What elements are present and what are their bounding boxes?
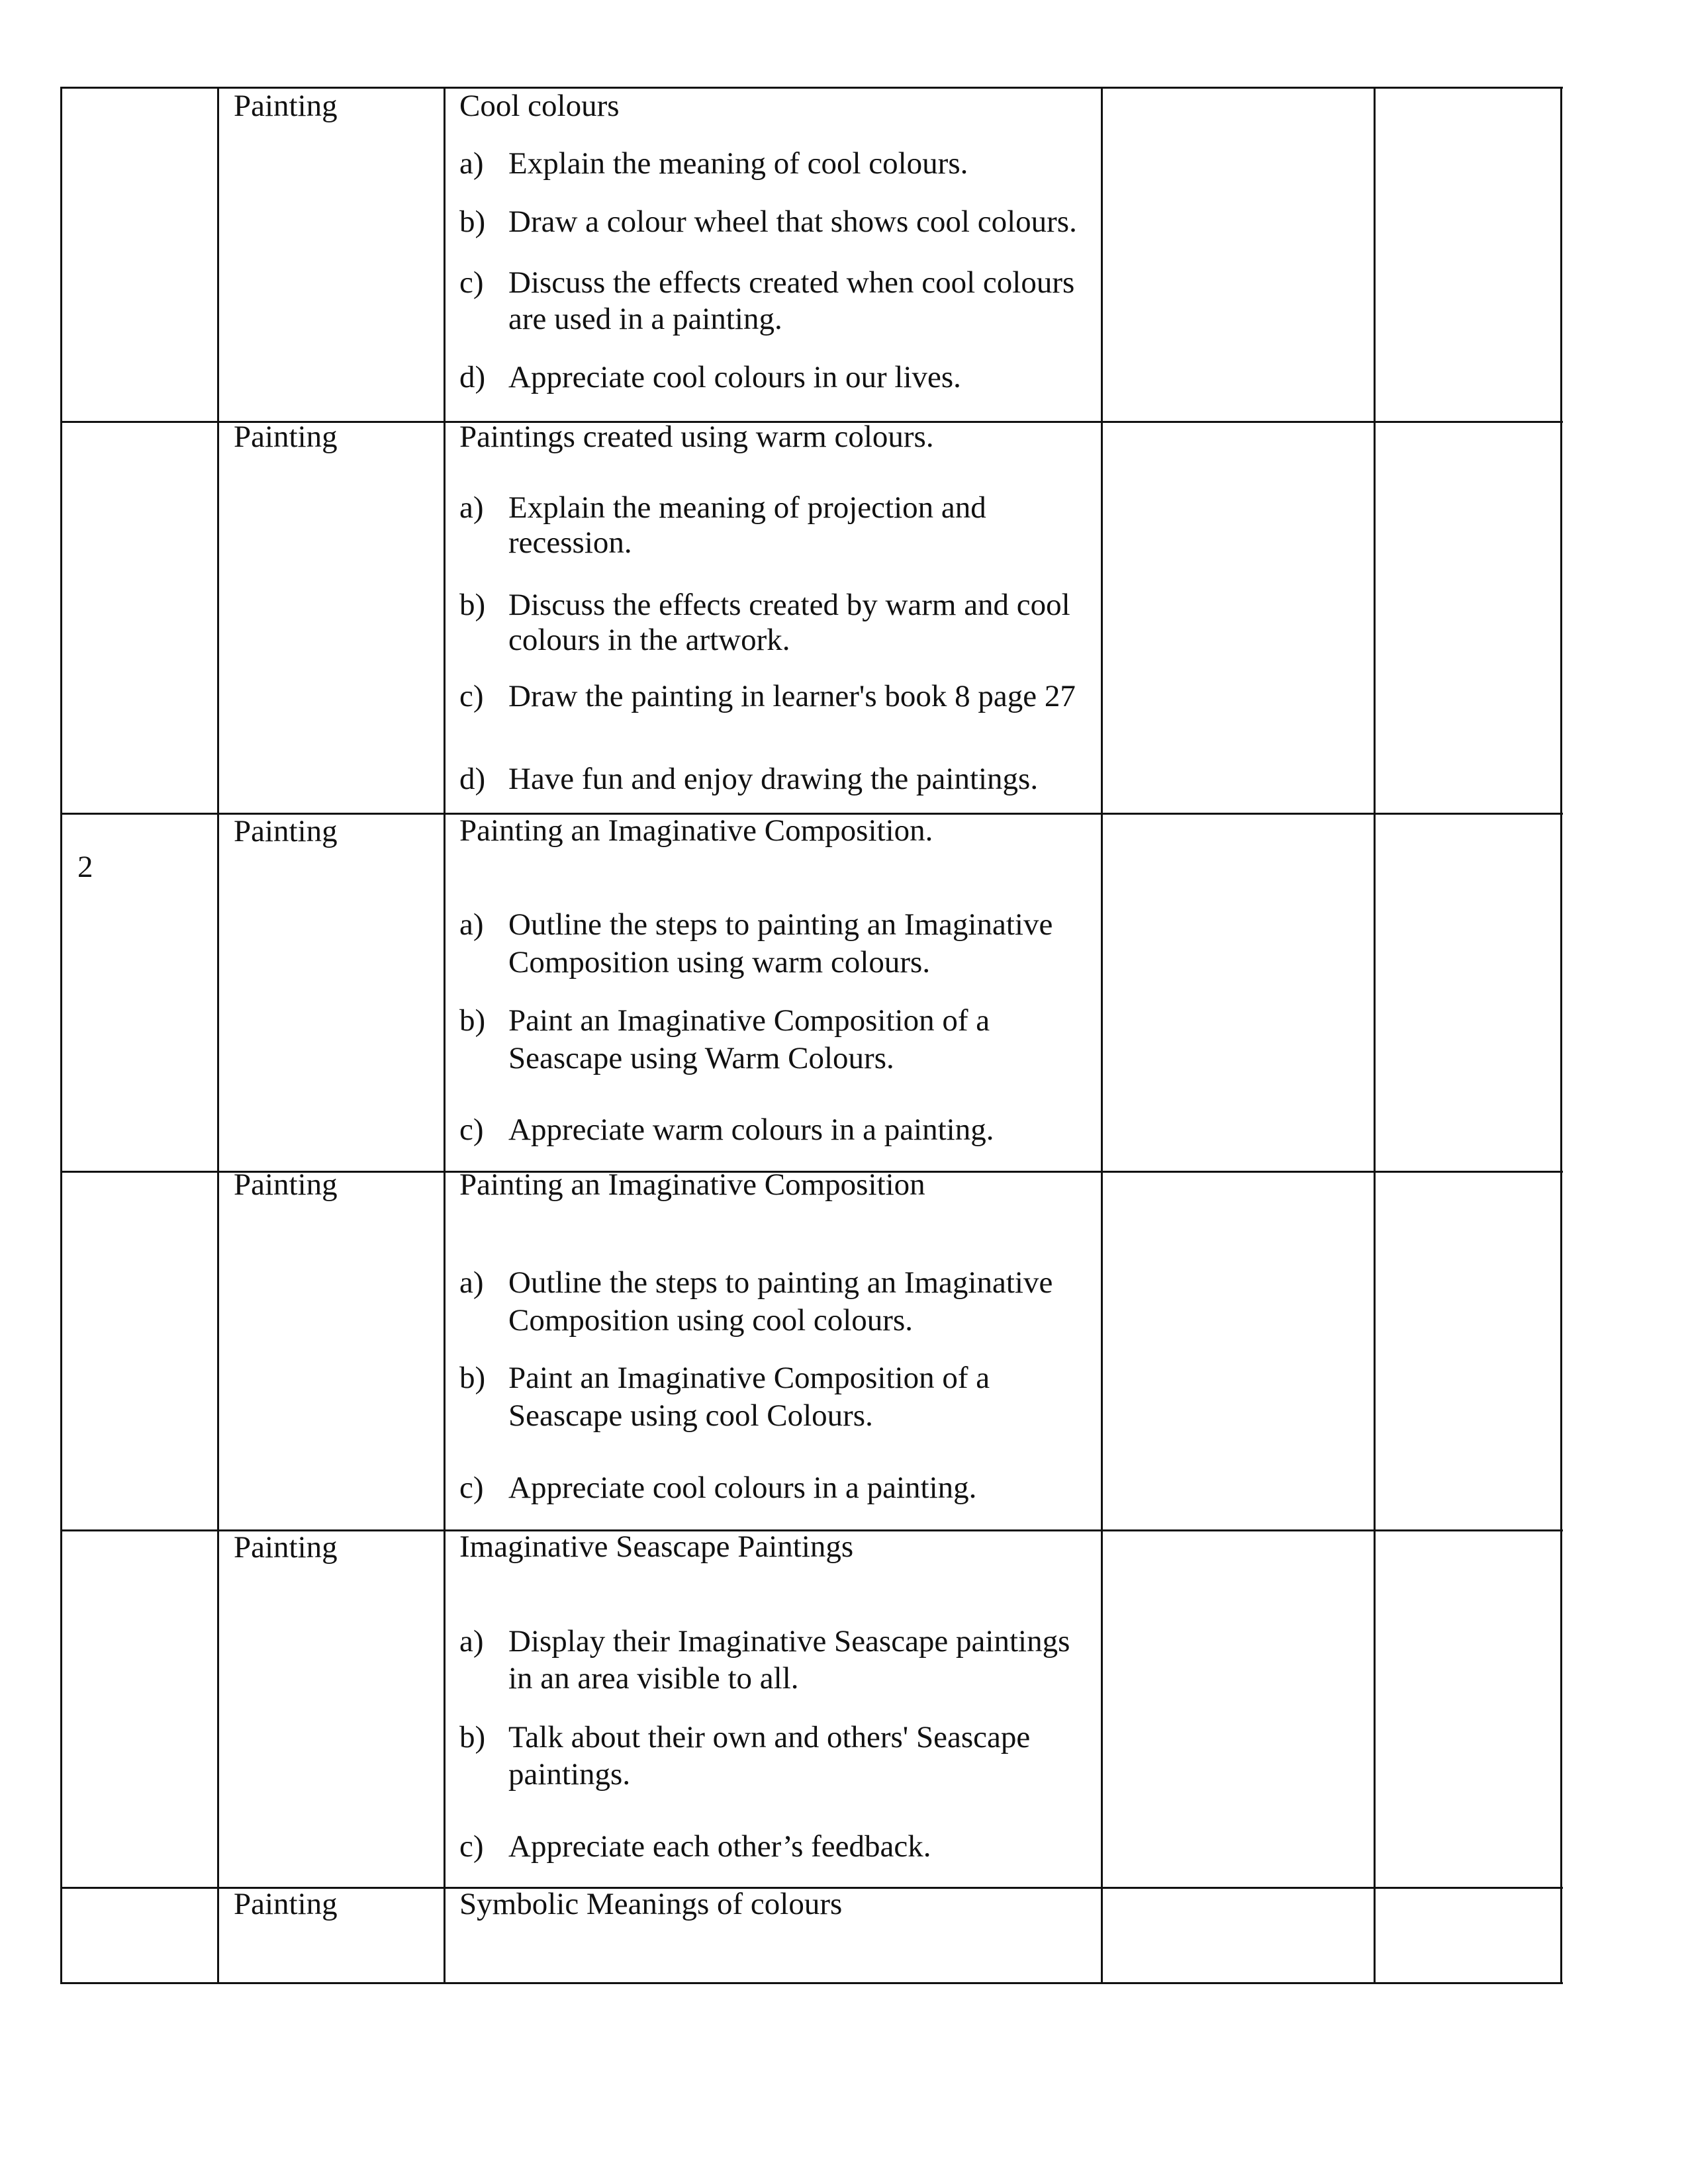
list-item-text: Display their Imaginative Seascape paintings bbox=[508, 1624, 1070, 1659]
list-item-text: Discuss the effects created when cool colours bbox=[508, 265, 1075, 300]
list-item-label: b) bbox=[459, 588, 486, 622]
list-item-text: are used in a painting. bbox=[508, 302, 782, 336]
list-item-label: d) bbox=[459, 360, 486, 394]
sub-strand-heading: Painting an Imaginative Composition bbox=[459, 1167, 925, 1202]
list-item-text: Outline the steps to painting an Imaginative bbox=[508, 1265, 1053, 1300]
list-item-text: Paint an Imaginative Composition of a bbox=[508, 1003, 990, 1038]
list-item-text: Draw the painting in learner's book 8 page 27 bbox=[508, 679, 1076, 713]
list-item-text: colours in the artwork. bbox=[508, 623, 790, 657]
list-item-label: a) bbox=[459, 907, 484, 942]
list-item-text: Talk about their own and others' Seascape bbox=[508, 1720, 1031, 1754]
list-item-label: b) bbox=[459, 1003, 486, 1038]
week-number: 2 bbox=[77, 850, 93, 884]
list-item-label: a) bbox=[459, 1624, 484, 1659]
list-item-text: Have fun and enjoy drawing the paintings. bbox=[508, 762, 1039, 796]
list-item-text: Seascape using cool Colours. bbox=[508, 1398, 873, 1433]
strand-cell: Painting bbox=[234, 89, 338, 123]
list-item-text: Appreciate each other’s feedback. bbox=[508, 1829, 931, 1864]
list-item-text: Composition using warm colours. bbox=[508, 945, 931, 979]
strand-cell: Painting bbox=[234, 1530, 338, 1565]
list-item-label: c) bbox=[459, 679, 484, 713]
list-item-text: recession. bbox=[508, 525, 632, 560]
list-item-text: Composition using cool colours. bbox=[508, 1303, 913, 1338]
list-item-label: b) bbox=[459, 1720, 486, 1754]
list-item-text: Appreciate warm colours in a painting. bbox=[508, 1113, 994, 1147]
strand-cell: Painting bbox=[234, 420, 338, 454]
list-item-text: Appreciate cool colours in a painting. bbox=[508, 1471, 977, 1505]
list-item-text: Explain the meaning of projection and bbox=[508, 490, 986, 525]
list-item-label: b) bbox=[459, 205, 486, 239]
list-item-text: Paint an Imaginative Composition of a bbox=[508, 1361, 990, 1395]
sub-strand-heading: Symbolic Meanings of colours bbox=[459, 1887, 843, 1921]
list-item-text: Explain the meaning of cool colours. bbox=[508, 146, 968, 181]
list-item-text: Draw a colour wheel that shows cool colours. bbox=[508, 205, 1077, 239]
strand-cell: Painting bbox=[234, 1167, 338, 1202]
list-item-label: a) bbox=[459, 146, 484, 181]
list-item-text: in an area visible to all. bbox=[508, 1661, 799, 1696]
list-item-label: c) bbox=[459, 1829, 484, 1864]
sub-strand-heading: Painting an Imaginative Composition. bbox=[459, 813, 933, 848]
list-item-label: a) bbox=[459, 490, 484, 525]
strand-cell: Painting bbox=[234, 1887, 338, 1921]
list-item-label: c) bbox=[459, 1113, 484, 1147]
sub-strand-heading: Imaginative Seascape Paintings bbox=[459, 1529, 854, 1564]
strand-cell: Painting bbox=[234, 814, 338, 848]
list-item-text: Outline the steps to painting an Imaginative bbox=[508, 907, 1053, 942]
list-item-text: Discuss the effects created by warm and cool bbox=[508, 588, 1070, 622]
sub-strand-heading: Paintings created using warm colours. bbox=[459, 420, 934, 454]
list-item-text: paintings. bbox=[508, 1757, 631, 1792]
list-item-label: c) bbox=[459, 265, 484, 300]
list-item-label: b) bbox=[459, 1361, 486, 1395]
list-item-text: Appreciate cool colours in our lives. bbox=[508, 360, 961, 394]
list-item-text: Seascape using Warm Colours. bbox=[508, 1041, 894, 1075]
list-item-label: a) bbox=[459, 1265, 484, 1300]
sub-strand-heading: Cool colours bbox=[459, 89, 620, 123]
list-item-label: d) bbox=[459, 762, 486, 796]
list-item-label: c) bbox=[459, 1471, 484, 1505]
